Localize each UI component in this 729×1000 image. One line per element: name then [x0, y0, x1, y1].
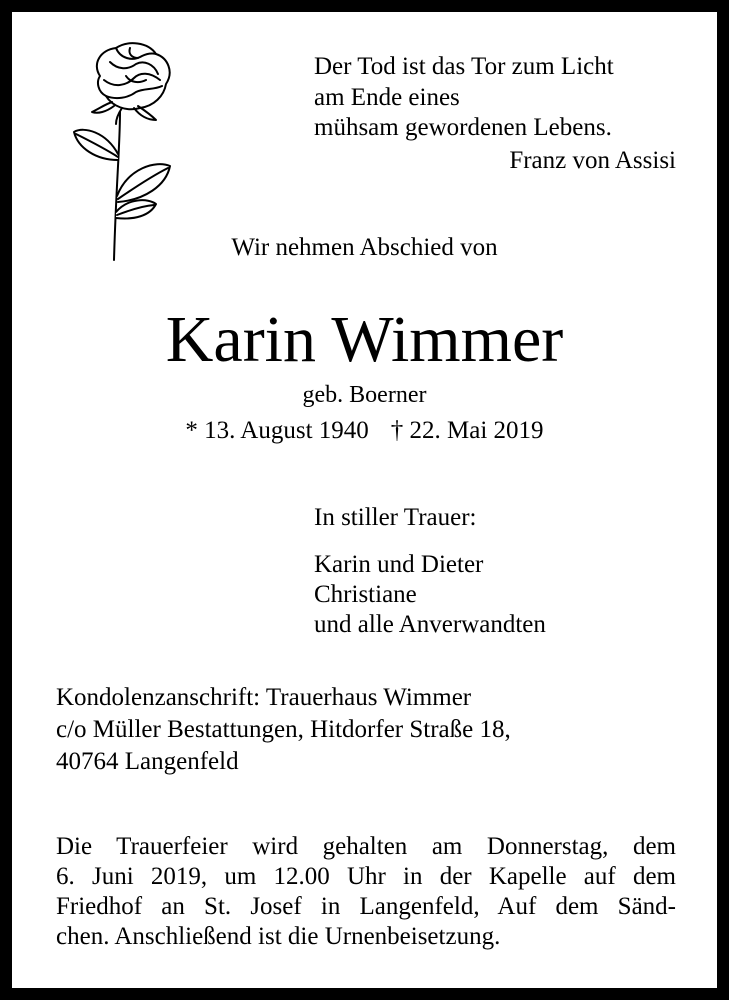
condolence-line: 40764 Langenfeld — [56, 748, 239, 775]
quote-line: am Ende eines — [314, 83, 460, 111]
quote-line: Der Tod ist das Tor zum Licht — [314, 53, 614, 80]
mourning-label: In stiller Trauer: — [314, 504, 477, 531]
maiden-name: geb. Boerner — [302, 382, 427, 408]
farewell-intro: Wir nehmen Abschied von — [231, 234, 498, 261]
condolence-line: Kondolenzanschrift: Trauerhaus Wimmer — [56, 684, 472, 711]
obituary-notice — [12, 12, 717, 988]
rose-icon — [70, 36, 190, 261]
mourner-name: Karin und Dieter — [314, 551, 484, 578]
mourners-list — [314, 550, 546, 640]
mourner-name: und alle Anverwandten — [314, 611, 546, 638]
funeral-line: Friedhof an St. Josef in Langenfeld, Auf dem Sänd- — [56, 893, 676, 920]
quote-line: mühsam gewordenen Lebens. — [314, 114, 612, 141]
funeral-details — [56, 832, 676, 952]
funeral-line: Die Trauerfeier wird gehalten am Donnerstag, dem — [56, 833, 676, 860]
quote-author: Franz von Assisi — [509, 147, 676, 174]
condolence-address — [56, 682, 511, 778]
condolence-line: c/o Müller Bestattungen, Hitdorfer Straße 18, — [56, 716, 511, 743]
death-date: † 22. Mai 2019 — [390, 417, 544, 444]
deceased-name: Karin Wimmer — [165, 303, 564, 376]
life-dates — [12, 417, 717, 445]
birth-date: * 13. August 1940 — [185, 417, 369, 444]
funeral-line: 6. Juni 2019, um 12.00 Uhr in der Kapelle auf dem — [56, 863, 676, 890]
mourner-name: Christiane — [314, 581, 417, 608]
funeral-line: chen. Anschließend ist die Urnenbeisetzung. — [56, 923, 501, 950]
quote — [314, 52, 684, 144]
